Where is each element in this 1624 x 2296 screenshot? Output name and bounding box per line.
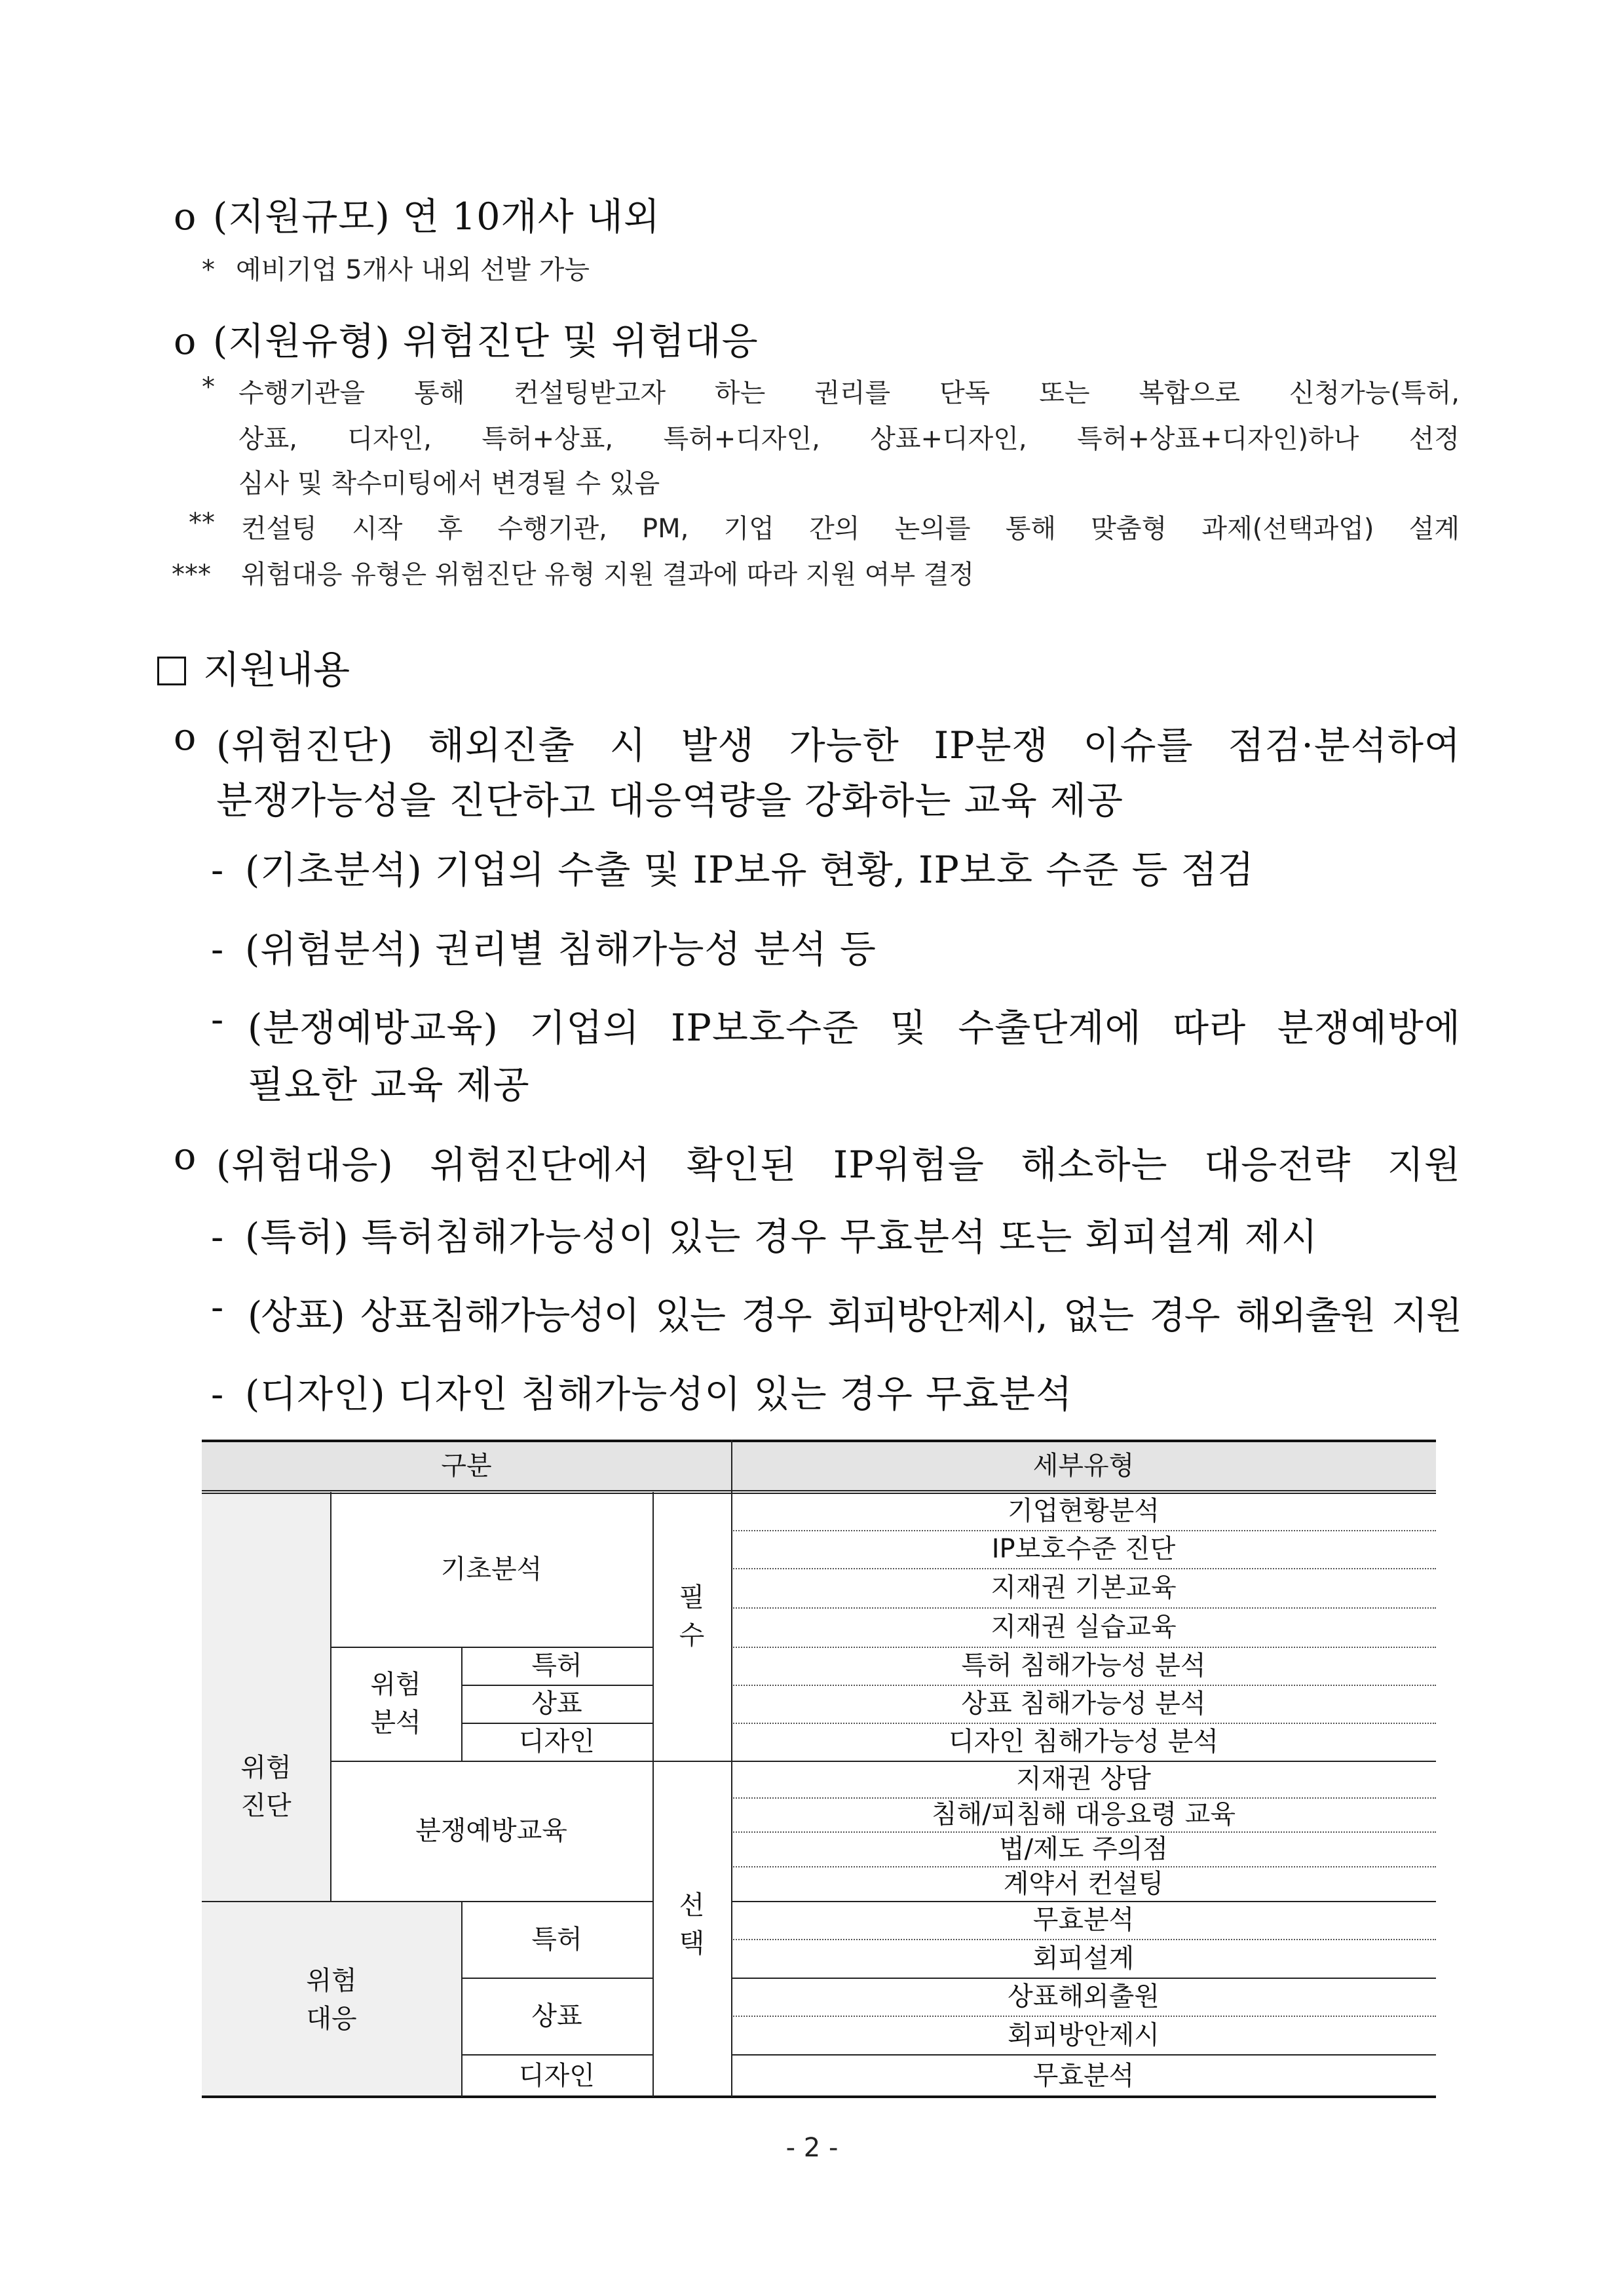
sub-item-text: (특허) 특허침해가능성이 있는 경우 무효분석 또는 회피설계 제시 [245, 1215, 1318, 1259]
sub-item-text: (위험분석) 권리별 침해가능성 분석 등 [245, 928, 877, 971]
bullet-marker: o [174, 1135, 197, 1178]
note-line: 위험대응 유형은 위험진단 유형 지원 결과에 따라 지원 여부 결정 [241, 560, 975, 590]
response-line-1: (위험대응) 위험진단에서 확인된 IP위험을 해소하는 대응전략 지원 [216, 1143, 1461, 1187]
bullet-marker: o [174, 195, 197, 239]
note-marker: ** [189, 508, 215, 538]
support-type-item [174, 311, 759, 365]
response-group-label: 위험 대응 [306, 1966, 357, 2034]
detail-divider [731, 1530, 1436, 1531]
section-heading-text: 지원내용 [203, 647, 350, 692]
checkbox-icon [157, 657, 186, 685]
row-divider [461, 1685, 652, 1686]
detail-row: 침해/피침해 대응요령 교육 [932, 1799, 1236, 1829]
table-top-border [202, 1440, 1436, 1442]
optional-label: 선 택 [679, 1890, 705, 1959]
detail-divider [731, 1797, 1436, 1799]
detail-row: 특허 침해가능성 분석 [961, 1651, 1206, 1681]
bullet-marker: o [174, 320, 197, 363]
detail-row: 계약서 컨설팅 [1003, 1868, 1164, 1899]
dash-marker: - [211, 1286, 225, 1329]
detail-row: 회피방안제시 [1008, 2019, 1160, 2050]
detail-row: 지재권 실습교육 [991, 1612, 1177, 1642]
support-scale-note-text: 예비기업 5개사 내외 선발 가능 [236, 255, 590, 285]
row-divider [461, 1978, 652, 1979]
row-divider [461, 1723, 652, 1724]
support-type-note-1 [202, 372, 1460, 410]
detail-row: 기업현황분석 [1008, 1496, 1160, 1526]
note-marker: *** [172, 560, 211, 590]
column-divider [731, 1440, 732, 2097]
support-scale-note [202, 249, 590, 286]
dash-marker: - [211, 928, 225, 971]
detail-row: 상표 침해가능성 분석 [961, 1689, 1206, 1719]
detail-divider [731, 1831, 1436, 1833]
detail-row: IP보호수준 진단 [991, 1534, 1176, 1564]
diagnosis-line-2: 분쟁가능성을 진단하고 대응역량을 강화하는 교육 제공 [216, 779, 1124, 822]
note-line: 심사 및 착수미팅에서 변경될 수 있음 [238, 469, 660, 499]
column-divider [652, 1492, 654, 2097]
group-diagnosis-cell [202, 1492, 330, 1901]
support-table [202, 1440, 1436, 2097]
basic-analysis-label: 기초분석 [440, 1554, 542, 1584]
risk-analysis-label: 위험 분석 [370, 1670, 421, 1738]
page-number: - 2 - [785, 2133, 839, 2163]
detail-divider [731, 2054, 1436, 2056]
response-sub-item [211, 1364, 1072, 1418]
table-header-category: 구분 [202, 1440, 731, 1492]
dash-marker: - [211, 849, 225, 892]
diagnosis-item [174, 716, 1461, 769]
note-line: 상표, 디자인, 특허+상표, 특허+디자인, 상표+디자인, 특허+상표+디자인)하나 선정 [238, 424, 1460, 454]
detail-row: 지재권 상담 [1016, 1764, 1151, 1794]
diagnosis-line-1: (위험진단) 해외진출 시 발생 가능한 IP분쟁 이슈를 점검·분석하여 [216, 724, 1461, 767]
risk-patent-label: 특허 [531, 1651, 582, 1681]
risk-trademark-label: 상표 [531, 1689, 582, 1719]
sub-item-text-continued: 필요한 교육 제공 [248, 1063, 530, 1107]
response-sub-item [211, 1207, 1318, 1261]
dash-marker: - [211, 1373, 225, 1416]
detail-row: 상표해외출원 [1008, 1981, 1160, 2012]
detail-row: 무효분석 [1032, 1905, 1135, 1935]
response-trademark-label: 상표 [531, 2000, 582, 2031]
response-sub-item [211, 1286, 1461, 1339]
detail-divider [731, 1568, 1436, 1569]
bullet-marker: o [174, 716, 197, 759]
risk-design-label: 디자인 [519, 1727, 595, 1757]
detail-row: 무효분석 [1032, 2060, 1135, 2091]
support-type-note-3 [172, 554, 974, 591]
detail-divider [731, 1607, 1436, 1609]
note-line: 수행기관을 통해 컨설팅받고자 하는 권리를 단독 또는 복합으로 신청가능(특허, [238, 378, 1460, 408]
column-divider [461, 1901, 463, 2097]
detail-row: 법/제도 주의점 [998, 1833, 1169, 1864]
dash-marker: - [211, 998, 225, 1041]
response-item [174, 1135, 1461, 1189]
note-marker: * [202, 372, 215, 402]
detail-row: 디자인 침해가능성 분석 [949, 1727, 1218, 1757]
detail-divider [731, 1723, 1436, 1724]
detail-divider [731, 1978, 1436, 1979]
diagnosis-group-label: 위험 진단 [240, 1753, 292, 1821]
dash-marker: - [211, 1215, 225, 1259]
table-header-divider [202, 1490, 1436, 1494]
detail-row: 지재권 기본교육 [991, 1573, 1177, 1603]
row-divider [202, 1901, 652, 1902]
sub-item-text: (기초분석) 기업의 수출 및 IP보유 현황, IP보호 수준 등 점검 [245, 849, 1255, 892]
section-heading [157, 639, 350, 694]
row-divider [461, 2054, 652, 2056]
response-design-label: 디자인 [519, 2060, 595, 2091]
response-patent-label: 특허 [531, 1924, 582, 1955]
support-scale-item [174, 187, 660, 240]
detail-divider [731, 1901, 1436, 1902]
prevention-education-label: 분쟁예방교육 [415, 1816, 567, 1846]
support-scale-text: (지원규모) 연 10개사 내외 [213, 195, 660, 239]
detail-divider [731, 1761, 1436, 1762]
support-type-text: (지원유형) 위험진단 및 위험대응 [213, 320, 759, 363]
diagnosis-sub-item [211, 919, 877, 973]
detail-divider [731, 1685, 1436, 1686]
column-divider [330, 1492, 331, 1901]
detail-divider [731, 1647, 1436, 1648]
row-divider [330, 1647, 652, 1648]
detail-divider [731, 1866, 1436, 1867]
diagnosis-sub-item [211, 840, 1255, 894]
note-marker: * [202, 255, 215, 285]
row-divider [330, 1761, 731, 1762]
table-bottom-border [202, 2095, 1436, 2098]
detail-divider [731, 2016, 1436, 2017]
detail-row: 회피설계 [1032, 1943, 1135, 1974]
sub-item-text: (디자인) 디자인 침해가능성이 있는 경우 무효분석 [245, 1373, 1073, 1416]
note-line: 컨설팅 시작 후 수행기관, PM, 기업 간의 논의를 통해 맞춤형 과제(선택과업) 설계 [241, 514, 1460, 544]
sub-item-text: (분쟁예방교육) 기업의 IP보호수준 및 수출단계에 따라 분쟁예방에 [248, 1006, 1461, 1050]
table-header-detail: 세부유형 [731, 1440, 1436, 1492]
diagnosis-sub-item [211, 998, 1461, 1052]
column-divider [461, 1647, 463, 1761]
sub-item-text: (상표) 상표침해가능성이 있는 경우 회피방안제시, 없는 경우 해외출원 지원 [248, 1294, 1461, 1337]
detail-divider [731, 1939, 1436, 1940]
required-label: 필 수 [679, 1582, 705, 1651]
support-type-note-2 [189, 508, 1460, 545]
